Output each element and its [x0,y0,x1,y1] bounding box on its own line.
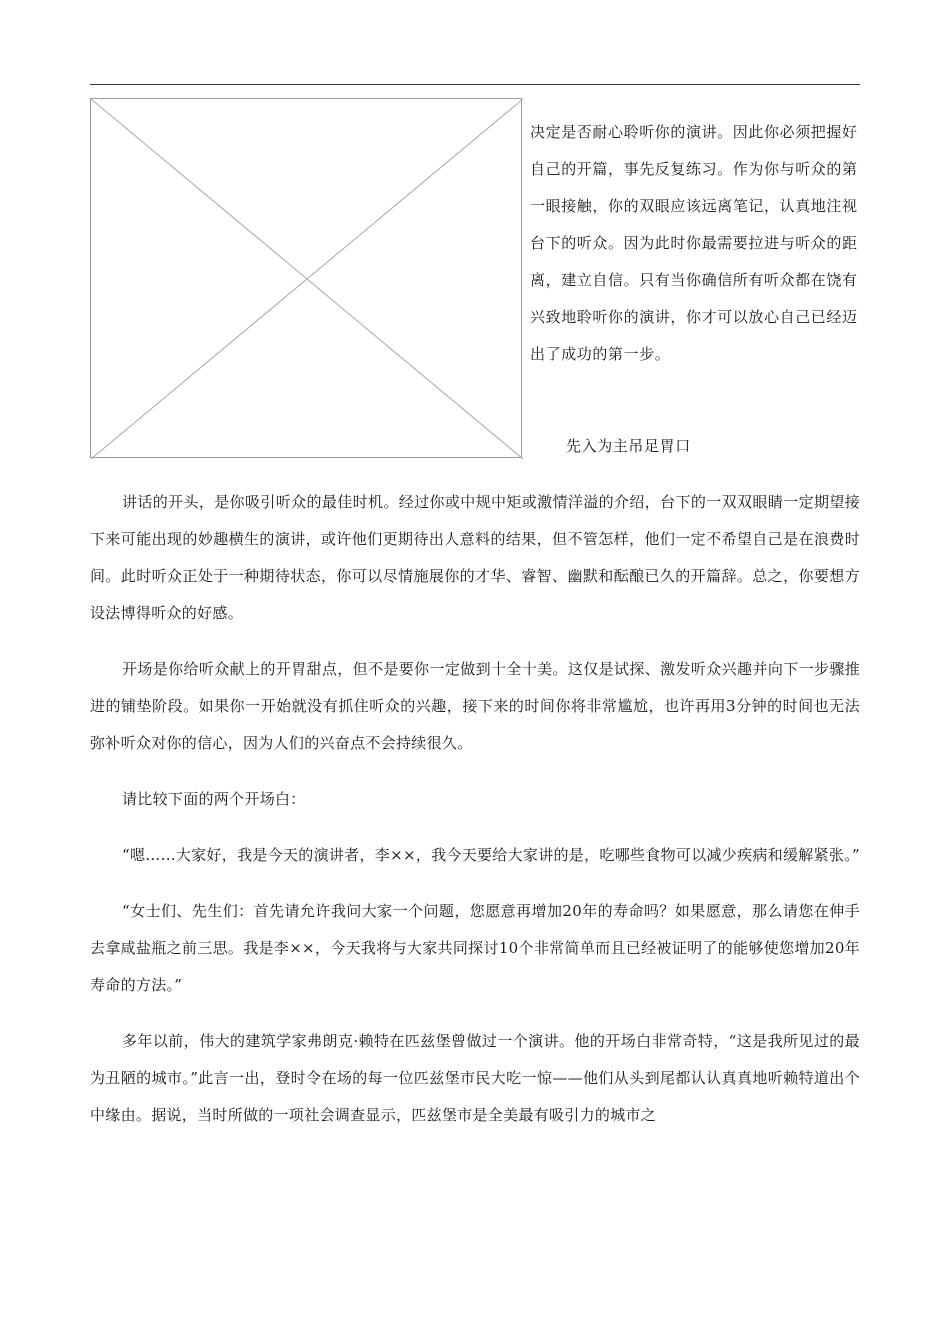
paragraph: 讲话的开头，是你吸引听众的最佳时机。经过你或中规中矩或激情洋溢的介绍，台下的一双双眼睛一定期望接下来可能出现的妙趣横生的演讲，或许他们更期待出人意料的结果，但不管怎样，他们一定不希望自己是在浪费时间。此时听众正处于一种期待状态，你可以尽情施展你的才华、睿智、幽默和酝酿已久的开篇辞。总之，你要想方设法博得听众的好感。 [90,493,860,622]
section-heading: 先入为主吊足胃口 [566,437,691,455]
paragraph: 请比较下面的两个开场白： [122,790,306,808]
paragraph: 开场是你给听众献上的开胃甜点，但不是要你一定做到十全十美。这仅是试探、激发听众兴趣并向下一步骤推进的铺垫阶段。如果你一开始就没有抓住听众的兴趣，接下来的时间你将非常尴尬，也许再用3分钟的时间也无法弥补听众对你的信心，因为人们的兴奋点不会持续很久。 [90,660,860,752]
image-placeholder [90,98,522,458]
header-rule [90,84,860,85]
side-paragraph: 决定是否耐心聆听你的演讲。因此你必须把握好自己的开篇，事先反复练习。作为你与听众的第一眼接触，你的双眼应该远离笔记，认真地注视台下的听众。因为此时你最需要拉进与听众的距离，建立自信。只有当你确信所有听众都在饶有兴致地聆听你的演讲，你才可以放心自己已经迈出了成功的第一步。 [530,123,858,363]
image-placeholder-icon [91,99,523,459]
quote-paragraph: “女士们、先生们：首先请允许我问大家一个问题，您愿意再增加20年的寿命吗？如果愿意，那么请您在伸手去拿咸盐瓶之前三思。我是李××，今天我将与大家共同探讨10个非常简单而且已经被证明了的能够使您增加20年寿命的方法。” [90,902,860,994]
paragraph: 多年以前，伟大的建筑学家弗朗克·赖特在匹兹堡曾做过一个演讲。他的开场白非常奇特，“这是我所见过的最为丑陋的城市。”此言一出，登时令在场的每一位匹兹堡市民大吃一惊——他们从头到尾都认认真真地听赖特道出个中缘由。据说，当时所做的一项社会调查显示，匹兹堡市是全美最有吸引力的城市之 [90,1032,860,1124]
body-text [90,484,860,1153]
quote-paragraph: “嗯……大家好，我是今天的演讲者，李××，我今天要给大家讲的是，吃哪些食物可以减少疾病和缓解紧张。” [122,846,860,864]
